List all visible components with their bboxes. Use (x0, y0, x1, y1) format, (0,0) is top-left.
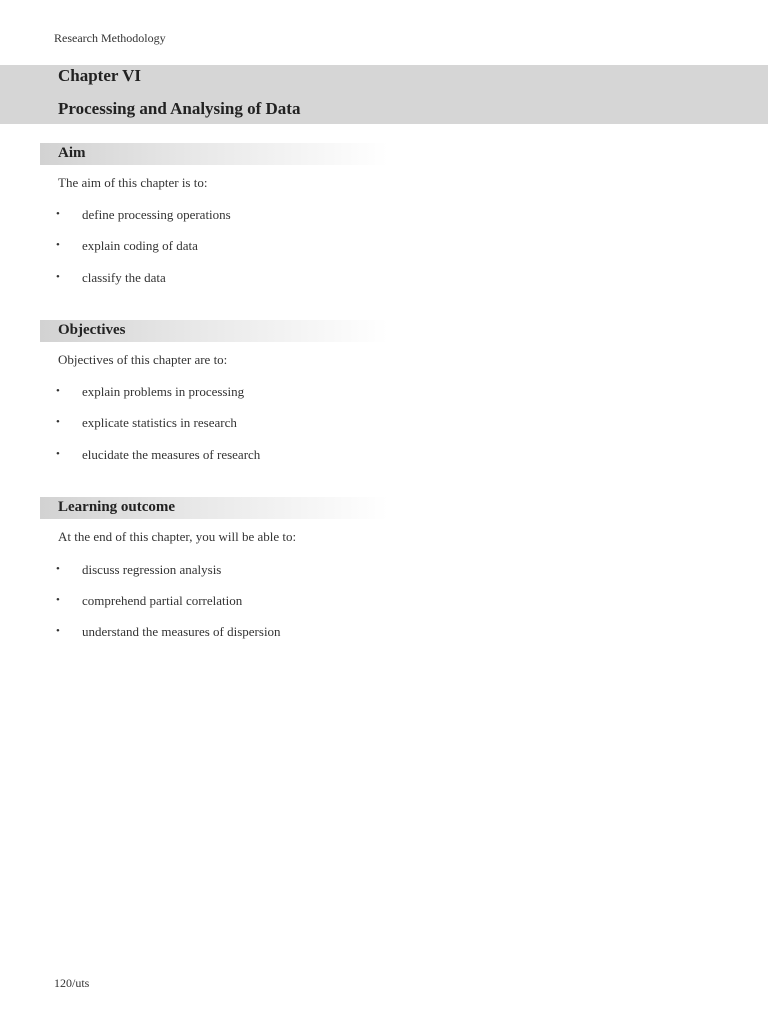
bullet-icon: • (56, 448, 60, 460)
section-heading: Learning outcome (58, 499, 176, 515)
section-heading-bar (40, 320, 388, 342)
bullet-icon: • (56, 625, 60, 637)
list-item: understand the measures of dispersion (82, 624, 281, 639)
section-heading-bar (40, 143, 388, 165)
section-intro: Objectives of this chapter are to: (58, 352, 228, 367)
bullet-icon: • (56, 594, 60, 606)
section-heading: Aim (58, 145, 86, 161)
bullet-icon: • (56, 416, 60, 428)
list-item: explain problems in processing (82, 384, 245, 399)
chapter-title: Processing and Analysing of Data (58, 99, 301, 118)
bullet-icon: • (56, 208, 60, 220)
section-intro: The aim of this chapter is to: (58, 175, 208, 190)
bullet-icon: • (56, 239, 60, 251)
section-heading: Objectives (58, 322, 126, 338)
list-item: discuss regression analysis (82, 562, 222, 577)
section-intro: At the end of this chapter, you will be able to: (58, 529, 297, 544)
page-footer: 120/uts (54, 976, 90, 990)
section-heading-bar (40, 497, 388, 519)
list-item: comprehend partial correlation (82, 593, 243, 608)
bullet-icon: • (56, 563, 60, 575)
list-item: define processing operations (82, 207, 231, 222)
list-item: elucidate the measures of research (82, 447, 261, 462)
running-header: Research Methodology (54, 31, 166, 45)
list-item: explain coding of data (82, 238, 198, 253)
bullet-icon: • (56, 385, 60, 397)
bullet-icon: • (56, 271, 60, 283)
list-item: explicate statistics in research (82, 415, 237, 430)
chapter-number: Chapter VI (58, 66, 141, 85)
list-item: classify the data (82, 270, 166, 285)
